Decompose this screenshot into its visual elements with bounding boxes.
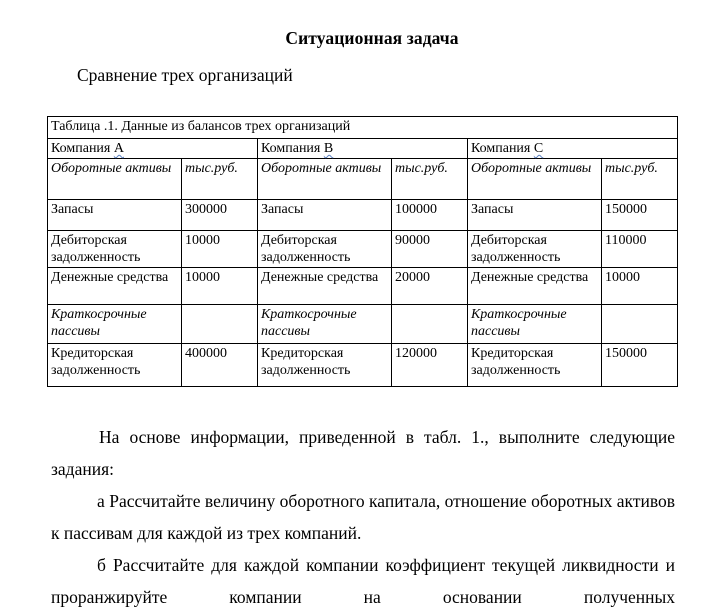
row-label: Дебиторская задолженность <box>48 231 182 268</box>
cell-value: 90000 <box>392 231 468 268</box>
cell-value: 20000 <box>392 268 468 305</box>
cell-value: 400000 <box>182 344 258 387</box>
page-title: Ситуационная задача <box>285 28 459 48</box>
row-label: Запасы <box>48 200 182 231</box>
company-c-header: Компания С <box>468 139 678 159</box>
company-a-header: Компания А <box>48 139 258 159</box>
row-label: Краткосрочные пассивы <box>48 305 182 344</box>
section-label-a: Оборотные активы <box>48 159 182 200</box>
cell-value: 10000 <box>182 268 258 305</box>
table-row <box>48 305 678 344</box>
cell-value <box>602 305 678 344</box>
table-caption: Таблица .1. Данные из балансов трех организаций <box>48 117 678 139</box>
row-label: Кредиторская задолженность <box>48 344 182 387</box>
row-label: Денежные средства <box>258 268 392 305</box>
section-label-b: Оборотные активы <box>258 159 392 200</box>
unit-label-a: тыс.руб. <box>182 159 258 200</box>
task-intro-paragraph: На основе информации, приведенной в табл. 1., выполните следующие задания: <box>51 427 675 479</box>
row-label: Краткосрочные пассивы <box>258 305 392 344</box>
section-header-row <box>48 159 678 200</box>
row-label: Дебиторская задолженность <box>258 231 392 268</box>
cell-value: 10000 <box>602 268 678 305</box>
unit-label-c: тыс.руб. <box>602 159 678 200</box>
cell-value: 110000 <box>602 231 678 268</box>
cell-value: 100000 <box>392 200 468 231</box>
task-a-paragraph: а Рассчитайте величину оборотного капитала, отношение оборотных активов к пассивам для каждой из трех компаний. <box>51 491 675 543</box>
table-row <box>48 344 678 387</box>
cell-value: 120000 <box>392 344 468 387</box>
row-label: Кредиторская задолженность <box>258 344 392 387</box>
company-a-letter: А <box>113 141 124 156</box>
cell-value: 300000 <box>182 200 258 231</box>
company-b-header: Компания В <box>258 139 468 159</box>
row-label: Краткосрочные пассивы <box>468 305 602 344</box>
cell-value: 150000 <box>602 344 678 387</box>
company-header-row <box>48 139 678 159</box>
task-text <box>51 421 675 613</box>
balance-table <box>47 116 678 387</box>
row-label: Запасы <box>468 200 602 231</box>
table-row <box>48 268 678 305</box>
row-label: Денежные средства <box>48 268 182 305</box>
table-row <box>48 200 678 231</box>
cell-value: 150000 <box>602 200 678 231</box>
table-caption-row <box>48 117 678 139</box>
cell-value <box>392 305 468 344</box>
row-label: Запасы <box>258 200 392 231</box>
row-label: Кредиторская задолженность <box>468 344 602 387</box>
row-label: Дебиторская задолженность <box>468 231 602 268</box>
section-label-c: Оборотные активы <box>468 159 602 200</box>
page-subtitle: Сравнение трех организаций <box>77 65 293 85</box>
company-b-letter: В <box>323 141 334 156</box>
unit-label-b: тыс.руб. <box>392 159 468 200</box>
table-row <box>48 231 678 268</box>
cell-value: 10000 <box>182 231 258 268</box>
row-label: Денежные средства <box>468 268 602 305</box>
company-c-letter: С <box>533 141 544 156</box>
task-b-paragraph: б Рассчитайте для каждой компании коэффициент текущей ликвидности и проранжируйте компании на основании полученных <box>51 555 675 607</box>
cell-value <box>182 305 258 344</box>
